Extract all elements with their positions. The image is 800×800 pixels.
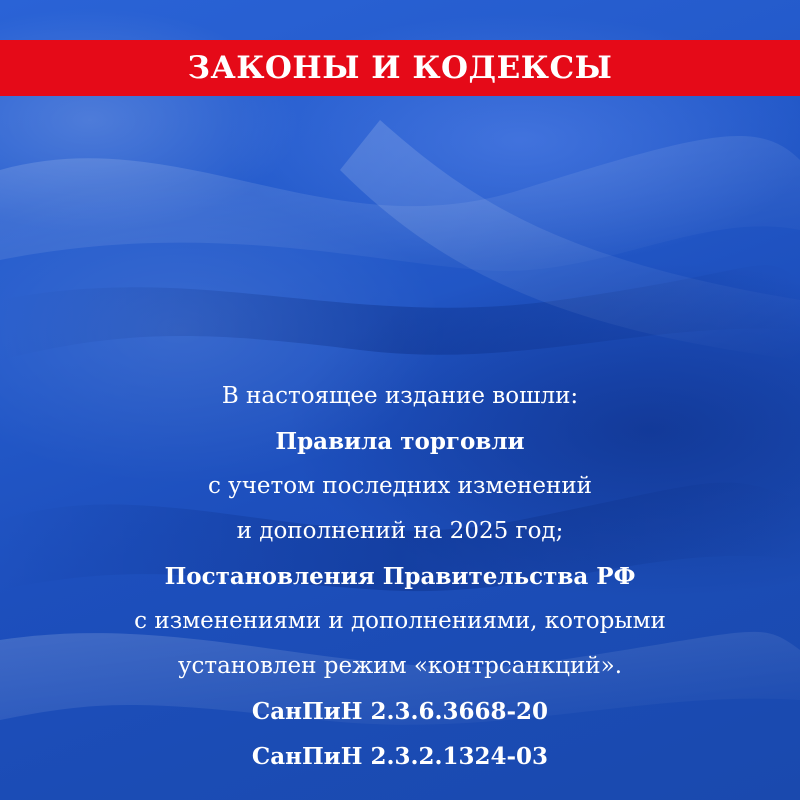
trade-rules-note-2: и дополнений на 2025 год; [236,518,564,544]
sanpin-1: СанПиН 2.3.6.3668-20 [251,698,549,725]
sanpin-2: СанПиН 2.3.2.1324-03 [251,743,549,770]
decrees-note-2: установлен режим «контрсанкций». [177,653,623,679]
government-decrees-heading: Постановления Правительства РФ [164,563,636,590]
trade-rules-note-1: с учетом последних изменений [207,473,592,499]
intro-line: В настоящее издание вошли: [221,383,579,409]
trade-rules-heading: Правила торговли [275,428,525,455]
decrees-note-1: с изменениями и дополнениями, которыми [134,608,666,634]
contents-description [0,374,800,779]
series-title: ЗАКОНЫ И КОДЕКСЫ [187,50,613,86]
series-banner [0,40,800,96]
